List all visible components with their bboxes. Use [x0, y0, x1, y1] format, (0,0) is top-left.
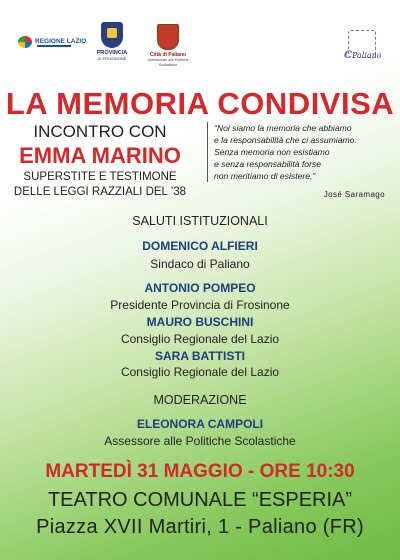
quote-author: José Saramago — [323, 190, 385, 199]
provincia-logo — [94, 22, 130, 61]
comune-shield-icon — [157, 24, 179, 50]
speaker-role: Consiglio Regionale del Lazio — [120, 332, 280, 346]
regione-lazio-text: REGIONE LAZIO — [35, 37, 87, 45]
page-title: LA MEMORIA CONDIVISA — [5, 86, 395, 121]
moderator-role: Assessore alle Politiche Scolastiche — [104, 434, 296, 448]
paliano-event-logo — [344, 30, 380, 70]
lazio-mark-icon — [18, 36, 32, 48]
speaker-role: Consiglio Regionale del Lazio — [120, 365, 280, 379]
speaker-name: SARA BATTISTI — [155, 349, 245, 363]
incontro-label: INCONTRO CON — [33, 122, 167, 141]
quote-line: Senza memoria non esistiamo — [214, 147, 330, 157]
moderazione-heading: MODERAZIONE — [153, 393, 247, 407]
speaker-name: ANTONIO POMPEO — [144, 281, 256, 295]
guest-name: EMMA MARINO — [19, 143, 181, 168]
quote-line: e la responsabilità che ci assumiamo. — [214, 135, 357, 145]
quote-block — [207, 122, 396, 182]
logo-bar — [0, 20, 400, 74]
speaker-role: Presidente Provincia di Frosinone — [110, 298, 290, 312]
saluti-heading: SALUTI ISTITUZIONALI — [132, 214, 268, 228]
provincia-label: PROVINCIA — [96, 50, 128, 56]
event-venue: TEATRO COMUNALE “ESPERIA” — [47, 489, 353, 511]
quote-line: e senza responsabilità forse — [214, 159, 322, 169]
lazio-underline — [37, 45, 71, 47]
provincia-sublabel: DI FROSINONE — [97, 56, 127, 61]
comune-logo — [146, 24, 190, 67]
speaker-role: Sindaco di Paliano — [150, 257, 250, 271]
moderator-name: ELEONORA CAMPOLI — [136, 417, 264, 431]
guest-description-line: DELLE LEGGI RAZZIALI DEL ’38 — [13, 186, 187, 198]
comune-sublabel: Assessorato alle Politiche Scolastiche — [147, 58, 189, 67]
provincia-crest-icon — [101, 22, 123, 48]
quote-line: “Noi siamo la memoria che abbiamo — [214, 123, 352, 133]
speaker-name: DOMENICO ALFIERI — [142, 239, 258, 253]
event-address: Piazza XVII Martiri, 1 - Paliano (FR) — [36, 516, 364, 538]
speaker-name: MAURO BUSCHINI — [146, 315, 254, 329]
event-date: MARTEDÌ 31 MAGGIO - ORE 10:30 — [45, 461, 355, 482]
guest-description — [8, 170, 192, 200]
quote-line: non meritiamo di esistere.” — [214, 171, 316, 181]
event-logo-text: CPaliano — [344, 50, 382, 61]
guest-description-line: SUPERSTITE E TESTIMONE — [23, 171, 177, 183]
regione-lazio-logo — [18, 36, 86, 48]
comune-label: Città di Paliano — [149, 52, 187, 58]
